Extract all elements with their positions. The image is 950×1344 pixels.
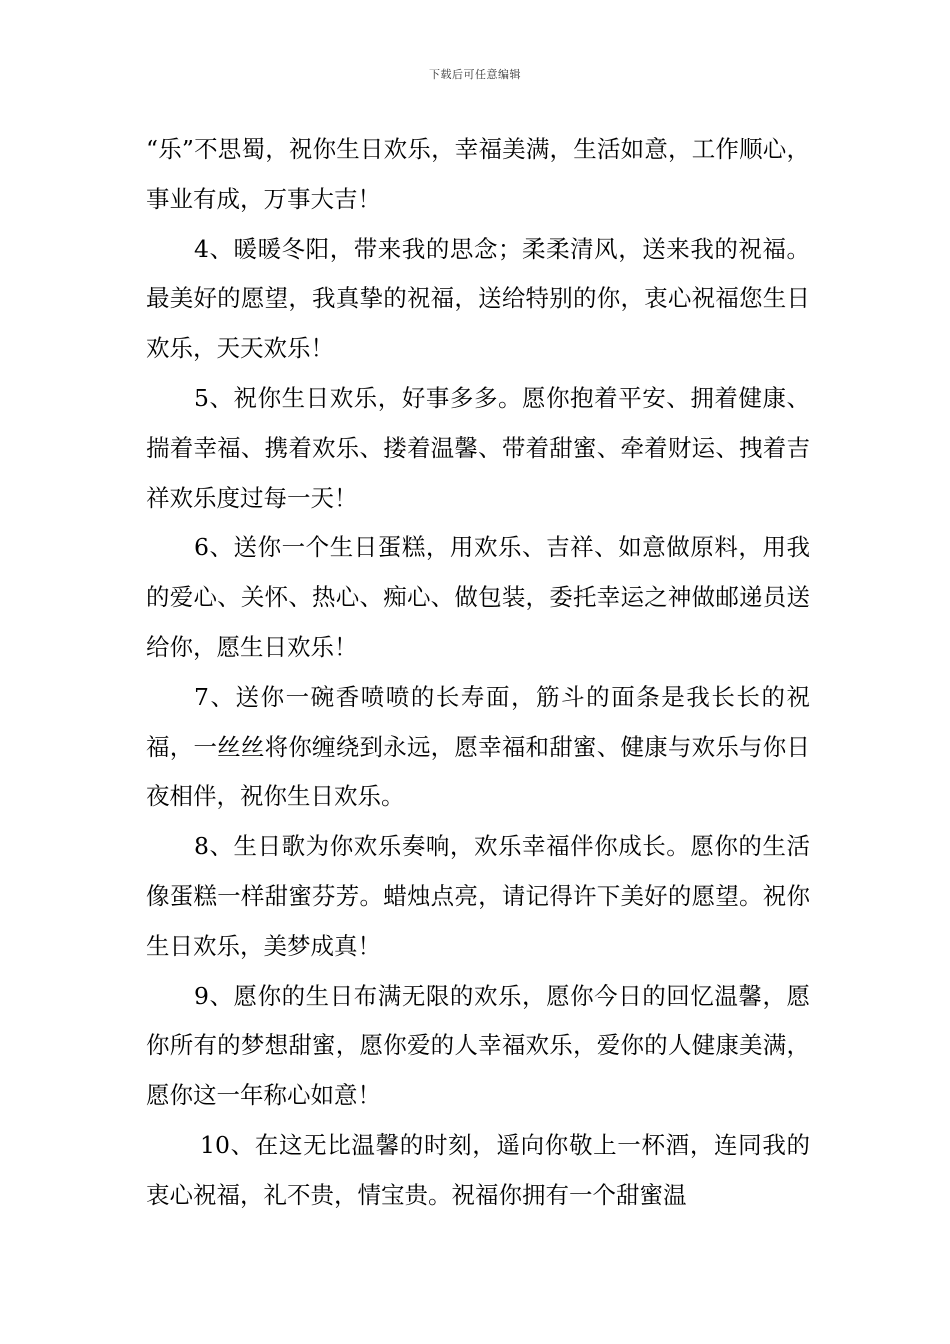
paragraph-7: 7、送你一碗香喷喷的长寿面，筋斗的面条是我长长的祝福，一丝丝将你缠绕到永远，愿幸福和甜蜜、健康与欢乐与你日夜相伴，祝你生日欢乐。 bbox=[146, 682, 810, 811]
paragraph-continuation: “乐”不思蜀，祝你生日欢乐，幸福美满，生活如意，工作顺心，事业有成，万事大吉！ bbox=[146, 135, 810, 213]
paragraph-8: 8、生日歌为你欢乐奏响，欢乐幸福伴你成长。愿你的生活像蛋糕一样甜蜜芬芳。蜡烛点亮，请记得许下美好的愿望。祝你生日欢乐，美梦成真！ bbox=[146, 832, 810, 960]
page-header: 下载后可任意编辑 bbox=[429, 68, 521, 81]
paragraph-6: 6、送你一个生日蛋糕，用欢乐、吉祥、如意做原料，用我的爱心、关怀、热心、痴心、做包装，委托幸运之神做邮递员送给你，愿生日欢乐！ bbox=[146, 533, 810, 661]
paragraph-4: 4、暖暖冬阳，带来我的思念；柔柔清风，送来我的祝福。最美好的愿望，我真挚的祝福，送给特别的你，衷心祝福您生日欢乐，天天欢乐！ bbox=[146, 234, 810, 363]
paragraph-9: 9、愿你的生日布满无限的欢乐，愿你今日的回忆温馨，愿你所有的梦想甜蜜，愿你爱的人幸福欢乐，爱你的人健康美满，愿你这一年称心如意！ bbox=[146, 981, 810, 1110]
document-body bbox=[146, 125, 810, 1221]
paragraph-5: 5、祝你生日欢乐，好事多多。愿你抱着平安、拥着健康、揣着幸福、携着欢乐、搂着温馨、带着甜蜜、牵着财运、拽着吉祥欢乐度过每一天！ bbox=[146, 383, 810, 512]
paragraph-10: 10、在这无比温馨的时刻，遥向你敬上一杯酒，连同我的衷心祝福，礼不贵，情宝贵。祝福你拥有一个甜蜜温 bbox=[146, 1130, 810, 1209]
